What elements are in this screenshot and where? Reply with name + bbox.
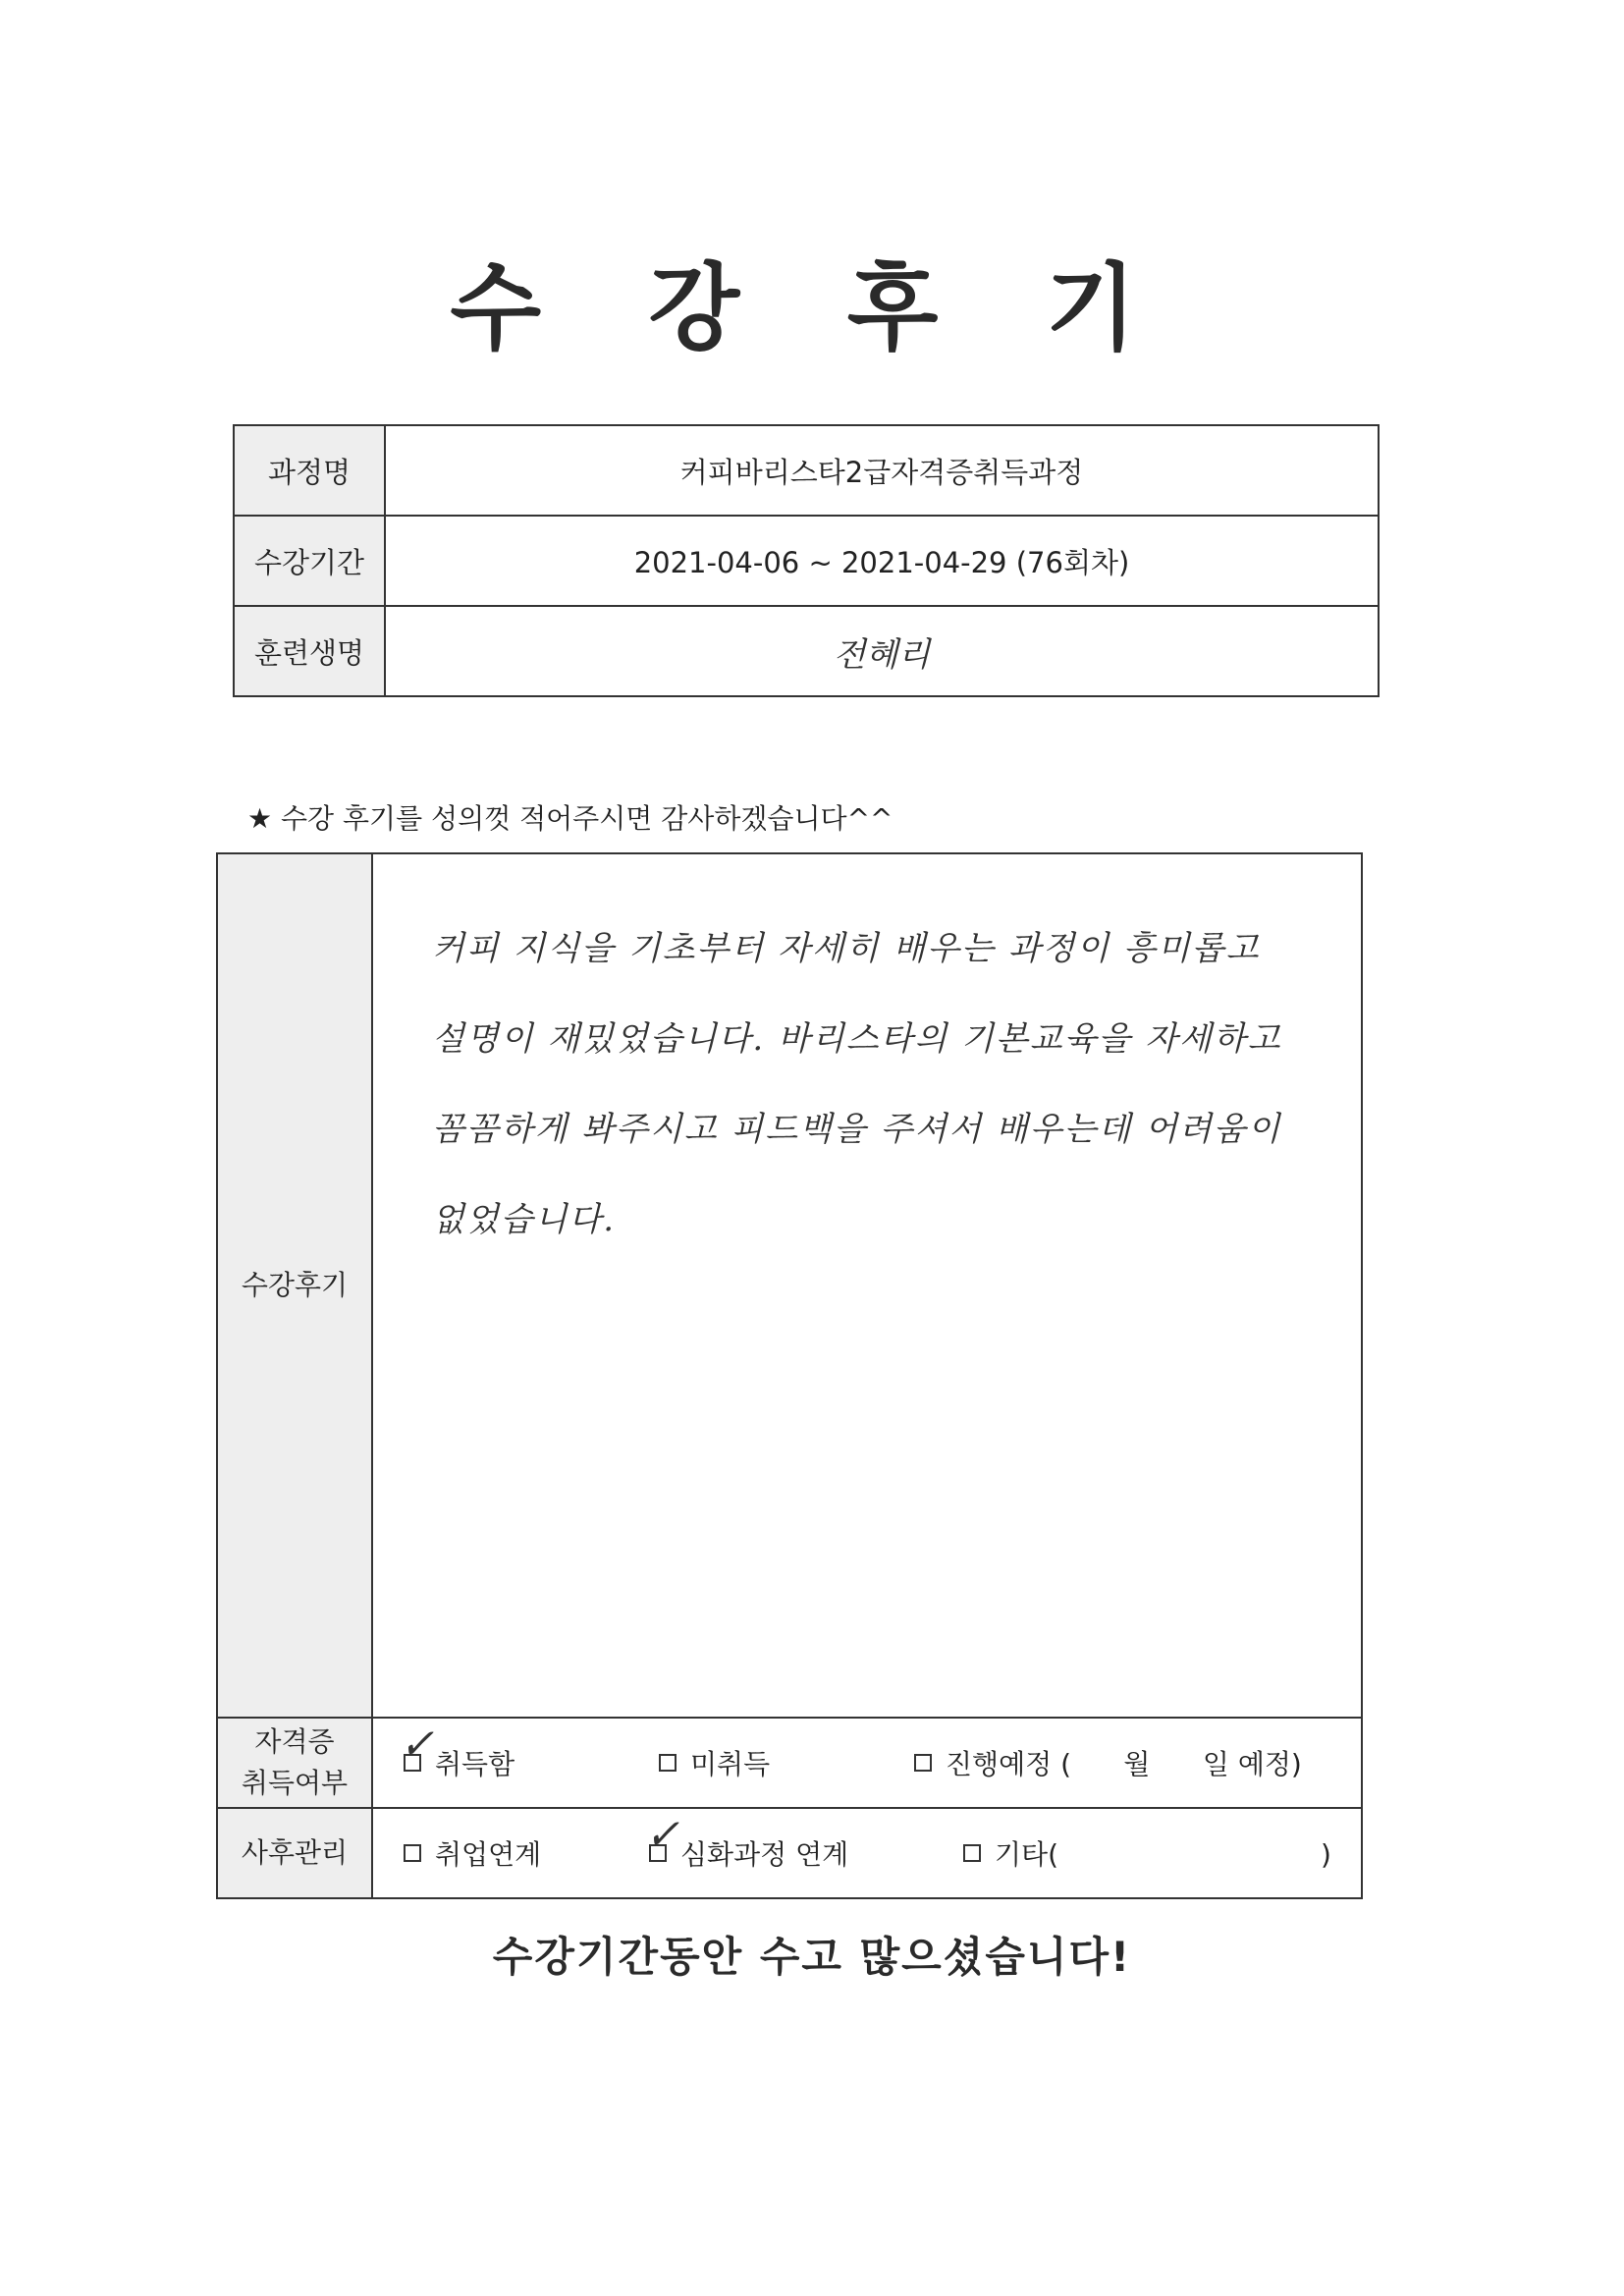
course-label: 과정명 [234, 425, 385, 516]
checkbox-icon [659, 1754, 677, 1772]
trainee-label: 훈련생명 [234, 606, 385, 696]
option-advanced-course[interactable]: ✓ 심화과정 연계 [645, 1810, 849, 1871]
option-scheduled[interactable]: 진행예정 ( 월 일 예정) [914, 1743, 1302, 1782]
instruction-note: ★ 수강 후기를 성의껏 적어주시면 감사하겠습니다^^ [247, 802, 893, 835]
checkbox-icon [963, 1844, 981, 1862]
option-employment[interactable]: 취업연계 [404, 1833, 649, 1873]
trainee-name: 전혜리 [385, 606, 1379, 696]
review-line: 커피 지식을 기초부터 자세히 배우는 과정이 흥미롭고 [432, 929, 1261, 968]
review-line: 꼼꼼하게 봐주시고 피드백을 주셔서 배우는데 어려움이 [432, 1110, 1282, 1149]
period-value: 2021-04-06 ~ 2021-04-29 (76회차) [385, 516, 1379, 606]
closing-message: 수강기간동안 수고 많으셨습니다! [492, 1933, 1132, 1981]
check-mark-icon: ✓ [400, 1720, 435, 1768]
check-mark-icon: ✓ [645, 1810, 680, 1858]
page-title: 수 강 후 기 [450, 253, 1174, 363]
review-line: 없었습니다. [432, 1200, 617, 1239]
checkbox-icon [914, 1754, 932, 1772]
option-not-obtained[interactable]: 미취득 [659, 1743, 914, 1782]
period-label: 수강기간 [234, 516, 385, 606]
option-obtained[interactable]: ✓ 취득함 [400, 1720, 515, 1780]
aftercare-options [372, 1808, 1362, 1898]
certificate-label: 자격증 취득여부 [217, 1718, 372, 1808]
aftercare-label: 사후관리 [217, 1808, 372, 1898]
review-label: 수강후기 [217, 853, 372, 1718]
checkbox-icon [404, 1844, 421, 1862]
option-other[interactable]: 기타( ) [963, 1833, 1331, 1873]
certificate-options [372, 1718, 1362, 1808]
course-value: 커피바리스타2급자격증취득과정 [385, 425, 1379, 516]
review-line: 설명이 재밌었습니다. 바리스타의 기본교육을 자세하고 [432, 1019, 1282, 1059]
course-info-table [233, 424, 1380, 697]
review-content [372, 853, 1362, 1718]
review-table [216, 852, 1363, 1899]
